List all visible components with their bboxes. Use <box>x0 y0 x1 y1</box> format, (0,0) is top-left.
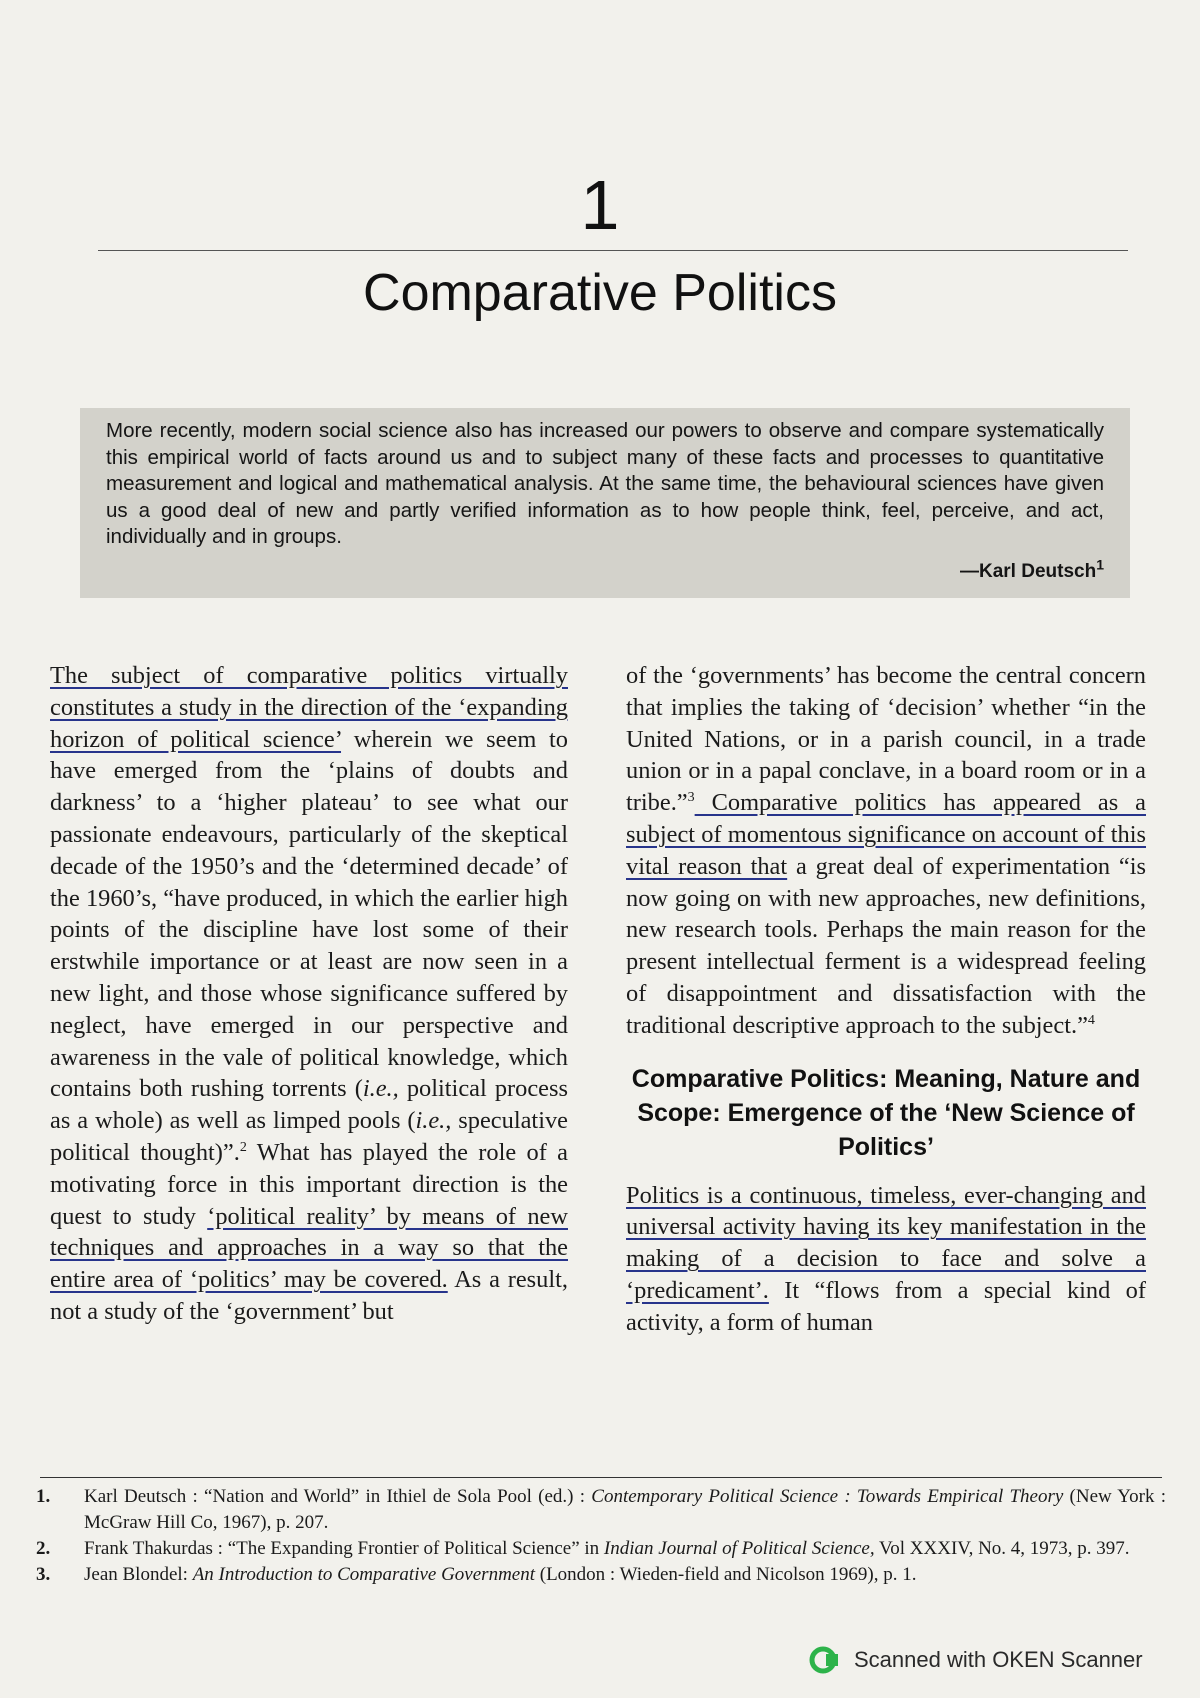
footnote-item <box>36 1562 1166 1588</box>
footnotes-list <box>36 1484 1166 1588</box>
right-column <box>626 660 1146 1339</box>
italic-text: i.e., <box>415 1107 452 1135</box>
chapter-number: 1 <box>580 166 620 244</box>
underlined-text: The subject of comparative politics virtually constitutes a study in the direction of the ‘expanding horizon of political science’ <box>50 662 568 753</box>
footnote-number: 3. <box>36 1564 51 1585</box>
footnote-text: Vol XXXIV, No. 4, 1973, p. 397. <box>874 1538 1130 1559</box>
epigraph-author: —Karl Deutsch <box>960 560 1097 582</box>
footnote-number: 1. <box>36 1486 51 1507</box>
underlined-text: ‘political reality’ by means of new techniques and approaches in a way so that the entire area of ‘politics’ may be covered. <box>50 1202 568 1294</box>
body-text: of the ‘governments’ has become the central concern that implies the taking of ‘decision’ whether “in the United Nations, or in a parish council, in a trade union or in a papal conclave, in a board room or in a tribe.” <box>626 662 1146 817</box>
right-paragraph <box>626 660 1146 1042</box>
footnote-ref: 3 <box>687 790 695 806</box>
footnote-item <box>36 1536 1166 1562</box>
underlined-text: Comparative politics has appeared as a subject of momentous significance on account of this vital reason that <box>626 789 1146 880</box>
body-text: a great deal of experimentation “is now going on with new approaches, new definitions, new research tools. Perhaps the main reason for the present intellectual ferment is a widespread feeling of disappointment and dissatisfaction with the traditional descriptive approach to the subject.” <box>626 852 1147 1039</box>
epigraph-text: More recently, modern social science also has increased our powers to observe and compare systematically this empirical world of facts around us and to subject many of these facts and processes to quantitative measurement and logical and mathematical analysis. At the same time, the behavioural sciences have given us a good deal of new and partly verified information as to how people think, feel, perceive, and act, individually and in groups. <box>106 419 1104 548</box>
header-rule <box>98 250 1128 251</box>
footnote-text: (London : Wieden-field and Nicolson 1969), p. 1. <box>535 1564 917 1585</box>
footnote-number: 2. <box>36 1538 51 1559</box>
footnote-text: Karl Deutsch : “Nation and World” in Ithiel de Sola Pool (ed.) : <box>84 1486 592 1507</box>
left-paragraph <box>50 660 568 1328</box>
body-text: political process as a whole) as well as limped pools ( <box>50 1075 568 1135</box>
italic-text: i.e., <box>362 1075 399 1103</box>
right-paragraph-2 <box>626 1180 1146 1339</box>
footnote-italic: An Introduction to Comparative Government <box>192 1564 535 1585</box>
body-text: wherein we seem to have emerged from the ‘plains of doubts and darkness’ to a ‘higher plateau’ to see what our passionate endeavours, particularly of the skeptical decade of the 1950’s and the ‘determined decade’ of the 1960’s, “have produced, in which the earlier high points of the discipline have lost some of their erstwhile importance or at least are now seen in a new light, and those whose significance suffered by neglect, have emerged in our perspective and awareness in the vale of political knowledge, which contains both rushing torrents ( <box>50 725 568 1103</box>
footnote-ref: 4 <box>1087 1012 1095 1028</box>
left-column <box>50 660 568 1328</box>
footnote-rule <box>40 1477 1162 1478</box>
chapter-title: Comparative Politics <box>363 264 837 322</box>
footnote-text: (New York : McGraw Hill Co, 1967), p. 207. <box>84 1486 1166 1533</box>
body-text: As a result, not a study of the ‘government’ but <box>50 1266 568 1325</box>
scanner-watermark <box>808 1642 1143 1678</box>
watermark-text: Scanned with OKEN Scanner <box>854 1647 1143 1672</box>
footnote-italic: Contemporary Political Science : Towards Empirical Theory <box>591 1486 1064 1507</box>
section-heading: Comparative Politics: Meaning, Nature and Scope: Emergence of the ‘New Science of Politics’ <box>631 1064 1141 1161</box>
epigraph-footnote-ref: 1 <box>1096 556 1104 573</box>
footnote-item <box>36 1484 1166 1536</box>
body-text: What has played the role of a motivating force in this important direction is the quest to study <box>50 1138 568 1230</box>
body-text: It “flows from a special kind of activity, a form of human <box>626 1276 1146 1336</box>
footnote-ref: 2 <box>239 1139 247 1155</box>
footnote-italic: Indian Journal of Political Science, <box>603 1538 875 1559</box>
oken-logo-icon <box>808 1643 842 1677</box>
footnote-text: Frank Thakurdas : “The Expanding Frontier of Political Science” in <box>84 1538 604 1559</box>
epigraph-attribution <box>106 556 1104 583</box>
underlined-text: Politics is a continuous, timeless, ever-changing and universal activity having its key manifestation in the making of a decision to face and solve a ‘predicament’. <box>626 1181 1146 1304</box>
body-text: speculative political thought)”. <box>50 1107 569 1166</box>
footnote-text: Jean Blondel: <box>84 1564 193 1585</box>
epigraph-box <box>80 408 1130 598</box>
